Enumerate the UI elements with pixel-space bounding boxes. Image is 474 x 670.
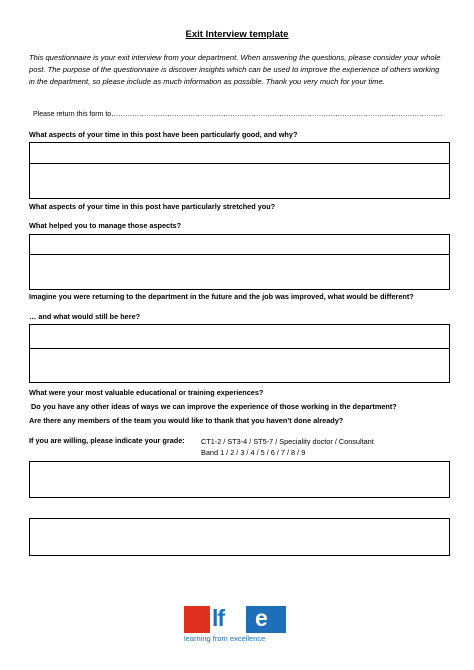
answer-box-1[interactable] <box>29 142 450 199</box>
question-2: What aspects of your time in this post have particularly stretched you? <box>29 202 276 211</box>
question-5: … and what would still be here? <box>29 312 141 321</box>
logo-letter-e: e <box>255 605 268 631</box>
answer-divider <box>30 348 449 349</box>
grade-label: If you are willing, please indicate your grade: <box>29 436 185 445</box>
grade-options <box>201 436 374 458</box>
page-title: Exit Interview template <box>185 29 289 40</box>
logo-red-block <box>184 606 210 633</box>
logo-letters: lf <box>212 605 225 631</box>
answer-box-5[interactable] <box>29 518 450 556</box>
grade-options-bands[interactable]: Band 1 / 2 / 3 / 4 / 5 / 6 / 7 / 8 / 9 <box>201 448 306 457</box>
question-6: What were your most valuable educational or training experiences? <box>29 388 264 397</box>
question-1: What aspects of your time in this post have been particularly good, and why? <box>29 130 298 139</box>
grade-options-grades[interactable]: CT1-2 / ST3-4 / ST5-7 / Speciality doctor / Consultant <box>201 437 374 446</box>
answer-box-3[interactable] <box>29 324 450 383</box>
question-7: Do you have any other ideas of ways we can improve the experience of those working in the department? <box>31 402 397 411</box>
question-3: What helped you to manage those aspects? <box>29 221 182 230</box>
answer-divider <box>30 163 449 164</box>
return-line: Please return this form to……………………………………………………………………………………………………………………………. <box>33 111 443 118</box>
question-4: Imagine you were returning to the department in the future and the job was improved, what would be different? <box>29 292 414 301</box>
answer-divider <box>30 254 449 255</box>
answer-box-4[interactable] <box>29 461 450 498</box>
answer-box-2[interactable] <box>29 234 450 290</box>
logo-tagline: learning from excellence <box>184 634 266 643</box>
intro-text: This questionnaire is your exit interview from your department. When answering the questions, please consider your whole post. The purpose of the questionnaire is discover insights which can be used to improve the experience of others working in the department, so please include as much information as possible. Thank you very much for your time. <box>29 53 441 86</box>
question-8: Are there any members of the team you would like to thank that you haven’t done already? <box>29 416 344 425</box>
